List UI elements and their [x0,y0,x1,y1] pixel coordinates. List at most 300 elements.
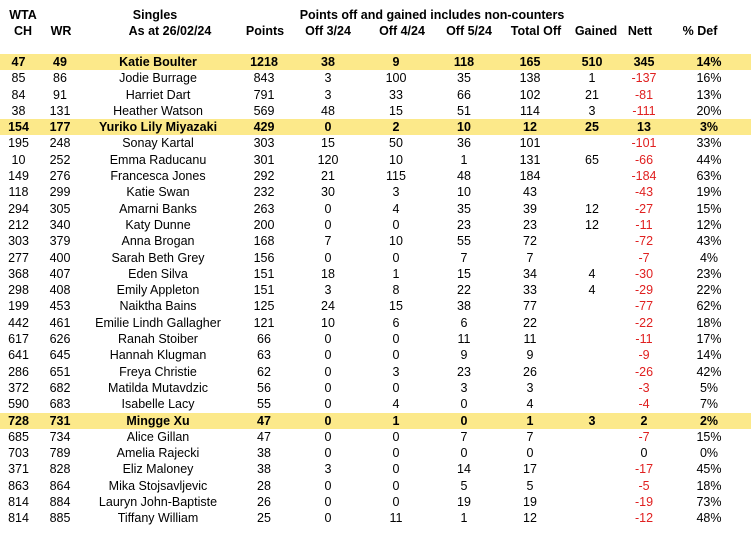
header-off-4-24: Off 4/24 [379,24,425,38]
cell-gained: 21 [585,87,599,102]
cell-off-5-24: 7 [460,429,468,444]
cell-off-5-24: 23 [457,364,471,379]
cell-wr: 91 [53,87,67,102]
cell-wr: 248 [49,136,71,151]
cell-off-5-24: 48 [457,169,471,184]
cell-total-off: 0 [526,446,534,461]
cell-nett: -77 [634,299,654,314]
cell-pct-def: 12% [696,217,722,232]
table-row [0,87,751,103]
cell-nett: -5 [638,478,650,493]
cell-ch: 212 [8,217,29,232]
cell-off-4-24: 0 [392,429,400,444]
cell-total-off: 138 [519,71,541,86]
cell-total-off: 33 [523,283,537,298]
table-row [0,478,751,494]
cell-nett: -22 [634,315,654,330]
cell-player-name: Francesca Jones [110,169,206,184]
cell-total-off: 12 [523,511,537,526]
cell-off-5-24: 9 [460,348,468,363]
cell-total-off: 9 [526,348,534,363]
cell-player-name: Ranah Stoiber [118,332,198,347]
cell-ch: 286 [8,364,29,379]
cell-wr: 885 [49,511,71,526]
cell-nett: -66 [634,152,654,167]
cell-off-4-24: 100 [385,71,407,86]
cell-player-name: Amelia Rajecki [116,446,200,461]
cell-gained: 12 [585,201,599,216]
cell-ch: 863 [8,478,29,493]
cell-player-name: Mingge Xu [83,413,233,429]
cell-ch: 685 [8,429,29,444]
header-gained: Gained [574,24,618,38]
cell-ch: 195 [8,136,29,151]
cell-pct-def: 14% [696,348,722,363]
cell-gained: 4 [588,283,596,298]
cell-off-5-24: 1 [460,152,468,167]
cell-gained [563,494,621,510]
cell-nett: -72 [634,234,654,249]
cell-ch: 154 [0,119,37,135]
cell-wr: 177 [37,119,83,135]
cell-off-3-24: 0 [324,511,332,526]
cell-player-name: Emily Appleton [116,283,200,298]
cell-points: 791 [253,87,275,102]
table-row [0,103,751,119]
cell-off-5-24: 15 [457,266,471,281]
cell-off-5-24: 35 [457,201,471,216]
cell-nett: -30 [634,266,654,281]
cell-off-4-24: 0 [392,478,400,493]
cell-gained [563,135,621,151]
cell-nett: -11 [635,332,653,347]
cell-off-4-24: 1 [361,413,431,429]
header-note: Points off and gained includes non-counters [299,8,565,22]
cell-wr: 453 [49,299,71,314]
table-row [0,364,751,380]
header-as-at: As at 26/02/24 [128,24,212,38]
cell-nett: -29 [634,283,654,298]
cell-ch: 84 [11,87,26,102]
cell-ch: 277 [8,250,29,265]
cell-nett: -7 [638,250,650,265]
cell-gained [563,510,621,526]
cell-wr: 305 [49,201,71,216]
cell-pct-def: 13% [696,87,722,102]
cell-off-3-24: 10 [321,315,335,330]
table-row [0,315,751,331]
cell-pct-def: 5% [699,380,719,395]
cell-ch: 298 [8,283,29,298]
cell-off-3-24: 0 [324,332,332,347]
cell-off-3-24: 0 [295,413,361,429]
cell-off-5-24: 3 [460,380,468,395]
cell-off-4-24: 0 [392,332,400,347]
cell-ch: 814 [8,495,29,510]
cell-wr: 789 [49,446,71,461]
table-row [0,217,751,233]
cell-gained: 510 [563,54,621,70]
header-off-3-24: Off 3/24 [305,24,351,38]
cell-off-5-24: 5 [460,478,468,493]
table-row [0,510,751,526]
cell-pct-def: 18% [696,315,722,330]
cell-wr: 379 [49,234,71,249]
table-row [0,168,751,184]
cell-gained [563,184,621,200]
cell-off-3-24: 0 [324,364,332,379]
table-row [0,413,751,429]
table-row [0,445,751,461]
cell-off-4-24: 0 [392,380,400,395]
cell-player-name: Katy Dunne [125,217,191,232]
cell-player-name: Jodie Burrage [119,71,197,86]
cell-off-5-24: 0 [431,413,497,429]
cell-ch: 372 [8,380,29,395]
cell-pct-def: 0% [699,446,719,461]
cell-wr: 408 [49,283,71,298]
cell-points: 26 [257,495,271,510]
cell-points: 38 [257,462,271,477]
cell-points: 38 [257,446,271,461]
cell-off-3-24: 38 [295,54,361,70]
cell-off-3-24: 0 [324,250,332,265]
header-wta: WTA [9,8,37,22]
cell-wr: 400 [49,250,71,265]
cell-off-4-24: 0 [392,446,400,461]
cell-off-4-24: 3 [392,185,400,200]
cell-off-3-24: 3 [324,283,332,298]
header-ch: CH [13,24,33,38]
cell-nett: -43 [634,185,654,200]
header-total-off: Total Off [510,24,562,38]
cell-wr: 276 [49,169,71,184]
cell-gained [563,429,621,445]
cell-nett: -101 [631,136,657,151]
cell-pct-def: 7% [699,397,719,412]
cell-ch: 294 [8,201,29,216]
cell-off-3-24: 120 [317,152,339,167]
cell-wr: 461 [49,315,71,330]
cell-total-off: 43 [523,185,537,200]
cell-pct-def: 33% [696,136,722,151]
cell-gained [563,461,621,477]
table-row [0,282,751,298]
cell-ch: 303 [8,234,29,249]
cell-nett: 13 [621,119,667,135]
cell-nett: -81 [634,87,654,102]
header-wr: WR [50,24,72,38]
cell-ch: 442 [8,315,29,330]
cell-total-off: 22 [523,315,537,330]
cell-gained [563,298,621,314]
cell-pct-def: 73% [696,495,722,510]
cell-off-4-24: 0 [392,250,400,265]
cell-points: 151 [253,266,275,281]
cell-off-3-24: 0 [324,380,332,395]
cell-off-4-24: 4 [392,397,400,412]
cell-off-4-24: 2 [361,119,431,135]
cell-ch: 641 [8,348,29,363]
cell-pct-def: 3% [667,119,751,135]
cell-gained: 3 [588,103,596,118]
cell-points: 303 [253,136,275,151]
cell-off-3-24: 48 [321,103,335,118]
table-row [0,152,751,168]
cell-off-4-24: 0 [392,217,400,232]
cell-ch: 199 [8,299,29,314]
cell-nett: 2 [621,413,667,429]
cell-pct-def: 48% [696,511,722,526]
cell-off-4-24: 0 [392,348,400,363]
cell-off-5-24: 0 [460,446,468,461]
table-row [0,396,751,412]
cell-points: 232 [253,185,275,200]
cell-ch: 85 [11,71,26,86]
cell-off-3-24: 18 [321,266,335,281]
cell-off-5-24: 51 [457,103,471,118]
cell-total-off: 7 [526,429,534,444]
cell-off-4-24: 8 [392,283,400,298]
cell-player-name: Hannah Klugman [109,348,207,363]
cell-ch: 368 [8,266,29,281]
cell-gained: 25 [563,119,621,135]
cell-points: 47 [233,413,295,429]
cell-off-5-24: 118 [431,54,497,70]
cell-pct-def: 63% [696,169,722,184]
cell-pct-def: 14% [667,54,751,70]
cell-player-name: Emilie Lindh Gallagher [95,315,221,330]
table-row [0,347,751,363]
cell-off-5-24: 35 [457,71,471,86]
cell-off-3-24: 3 [324,71,332,86]
cell-wr: 731 [37,413,83,429]
cell-off-5-24: 1 [460,511,468,526]
cell-wr: 864 [49,478,71,493]
cell-total-off: 12 [497,119,563,135]
cell-ch: 703 [8,446,29,461]
cell-nett: -19 [634,495,654,510]
cell-points: 156 [253,250,275,265]
cell-player-name: Emma Raducanu [109,152,207,167]
cell-off-4-24: 0 [392,495,400,510]
cell-off-5-24: 55 [457,234,471,249]
cell-total-off: 101 [519,136,541,151]
cell-pct-def: 17% [696,332,722,347]
cell-nett: -27 [634,201,654,216]
cell-pct-def: 19% [696,185,722,200]
cell-player-name: Sarah Beth Grey [111,250,205,265]
cell-pct-def: 15% [696,201,722,216]
cell-total-off: 39 [523,201,537,216]
cell-gained: 65 [585,152,599,167]
cell-player-name: Lauryn John-Baptiste [98,495,218,510]
cell-off-5-24: 36 [457,136,471,151]
cell-nett: -3 [638,380,650,395]
cell-points: 168 [253,234,275,249]
table-body [0,54,751,527]
cell-total-off: 23 [523,217,537,232]
cell-gained: 4 [588,266,596,281]
cell-player-name: Mika Stojsavljevic [108,478,208,493]
cell-player-name: Tiffany William [117,511,199,526]
cell-points: 25 [257,511,271,526]
cell-total-off: 4 [526,397,534,412]
cell-points: 63 [257,348,271,363]
cell-pct-def: 44% [696,152,722,167]
cell-points: 151 [253,283,275,298]
cell-pct-def: 43% [696,234,722,249]
cell-ch: 814 [8,511,29,526]
cell-wr: 734 [49,429,71,444]
cell-total-off: 114 [520,103,540,118]
cell-pct-def: 15% [696,429,722,444]
cell-off-4-24: 6 [392,315,400,330]
cell-off-3-24: 0 [324,446,332,461]
cell-nett: -17 [634,462,654,477]
cell-off-5-24: 7 [460,250,468,265]
cell-total-off: 77 [523,299,537,314]
cell-player-name: Heather Watson [113,103,203,118]
cell-off-5-24: 11 [457,332,471,347]
cell-off-3-24: 3 [324,87,332,102]
cell-player-name: Anna Brogan [121,234,195,249]
cell-ch: 10 [11,152,26,167]
cell-points: 28 [257,478,271,493]
cell-player-name: Amarni Banks [119,201,197,216]
cell-total-off: 11 [523,332,537,347]
cell-wr: 828 [49,462,71,477]
cell-gained [563,168,621,184]
cell-total-off: 19 [523,495,537,510]
cell-gained [563,445,621,461]
cell-points: 292 [253,169,275,184]
cell-nett: -137 [631,71,657,86]
cell-total-off: 17 [523,462,537,477]
cell-off-5-24: 10 [431,119,497,135]
cell-off-5-24: 6 [460,315,468,330]
cell-off-4-24: 0 [392,462,400,477]
cell-points: 569 [253,103,275,118]
cell-player-name: Isabelle Lacy [121,397,195,412]
cell-off-3-24: 21 [321,169,335,184]
table-row [0,331,751,347]
table-row [0,429,751,445]
cell-nett: -11 [635,217,653,232]
cell-points: 47 [257,429,271,444]
table-row [0,135,751,151]
header-nett: Nett [627,24,653,38]
cell-pct-def: 20% [696,103,722,118]
cell-nett: -26 [634,364,654,379]
cell-points: 429 [233,119,295,135]
header-points: Points [245,24,285,38]
cell-points: 55 [257,397,271,412]
cell-off-4-24: 11 [389,511,403,526]
cell-gained [563,250,621,266]
cell-pct-def: 45% [696,462,722,477]
cell-off-3-24: 0 [324,397,332,412]
cell-off-3-24: 0 [324,495,332,510]
cell-points: 62 [257,364,271,379]
cell-nett: -9 [638,348,650,363]
cell-ch: 38 [11,103,26,118]
cell-off-4-24: 115 [386,169,406,184]
rankings-table [0,54,751,527]
cell-nett: 345 [621,54,667,70]
cell-ch: 149 [8,169,29,184]
cell-player-name: Alice Gillan [126,429,190,444]
cell-wr: 252 [49,152,71,167]
table-row [0,461,751,477]
cell-wr: 49 [37,54,83,70]
cell-off-4-24: 50 [389,136,403,151]
cell-pct-def: 18% [696,478,722,493]
cell-off-5-24: 22 [457,283,471,298]
table-row [0,298,751,314]
cell-wr: 626 [49,332,71,347]
cell-player-name: Eden Silva [128,266,188,281]
table-row [0,250,751,266]
cell-off-4-24: 1 [392,266,400,281]
table-row [0,54,751,70]
cell-wr: 651 [49,364,71,379]
cell-total-off: 34 [523,266,537,281]
cell-player-name: Naiktha Bains [119,299,197,314]
cell-pct-def: 2% [667,413,751,429]
cell-points: 125 [253,299,275,314]
cell-off-4-24: 10 [389,152,403,167]
cell-wr: 682 [49,380,71,395]
cell-wr: 131 [49,103,71,118]
cell-wr: 407 [49,266,71,281]
cell-total-off: 1 [497,413,563,429]
cell-ch: 617 [8,332,29,347]
cell-off-3-24: 0 [324,201,332,216]
cell-off-4-24: 15 [389,299,403,314]
cell-off-3-24: 24 [321,299,335,314]
cell-off-3-24: 15 [321,136,335,151]
cell-off-5-24: 0 [460,397,468,412]
cell-wr: 86 [53,71,67,86]
cell-total-off: 165 [497,54,563,70]
cell-player-name: Matilda Mutavdzic [107,380,209,395]
cell-nett: -7 [638,429,650,444]
header-singles: Singles [132,8,178,22]
cell-nett: -12 [634,511,654,526]
cell-off-4-24: 15 [389,103,403,118]
cell-off-3-24: 3 [324,462,332,477]
cell-total-off: 102 [519,87,541,102]
cell-pct-def: 42% [696,364,722,379]
cell-gained [563,347,621,363]
cell-off-4-24: 9 [361,54,431,70]
cell-gained [563,331,621,347]
cell-ch: 728 [0,413,37,429]
cell-gained: 1 [588,71,596,86]
cell-off-3-24: 0 [295,119,361,135]
cell-off-4-24: 3 [392,364,400,379]
cell-points: 1218 [233,54,295,70]
cell-player-name: Katie Swan [126,185,190,200]
cell-off-5-24: 14 [457,462,471,477]
cell-nett: -111 [632,103,656,118]
cell-points: 301 [253,152,275,167]
cell-total-off: 5 [526,478,534,493]
table-row [0,119,751,135]
cell-gained: 3 [563,413,621,429]
cell-wr: 683 [49,397,71,412]
